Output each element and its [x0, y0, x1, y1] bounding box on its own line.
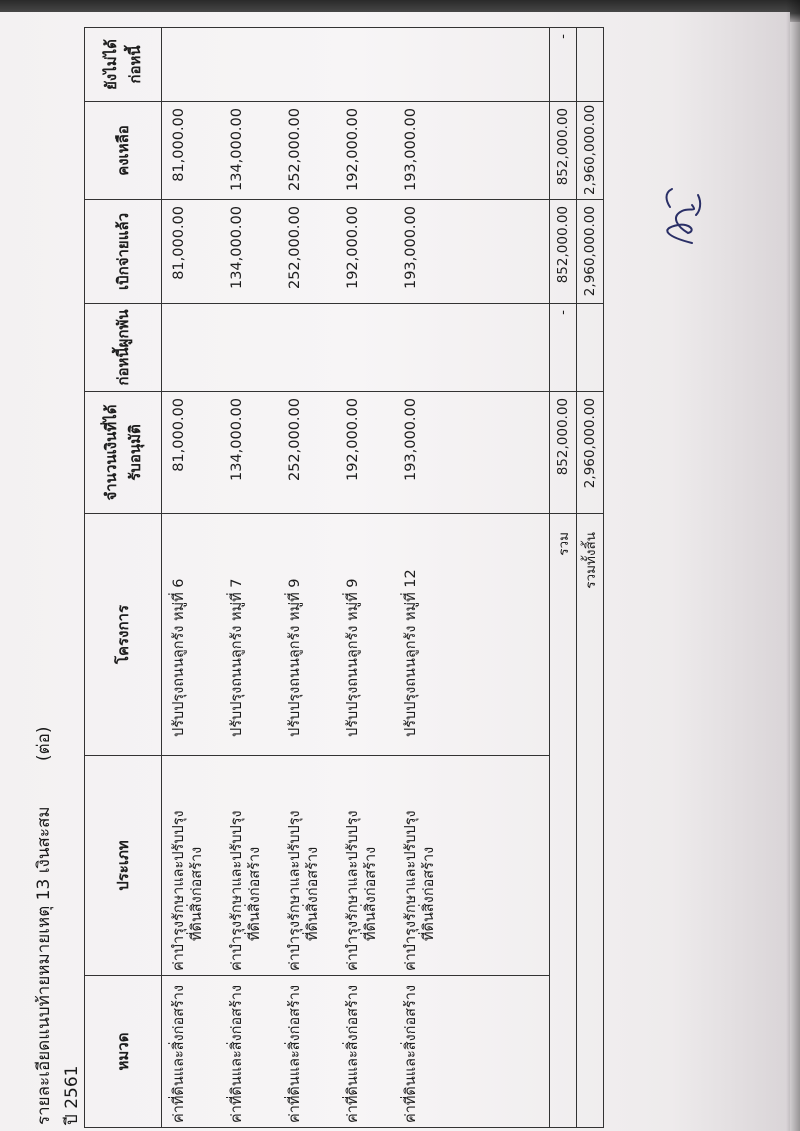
row-1-disbursed: 81,000.00: [171, 206, 187, 280]
row-3-committed: [286, 310, 344, 387]
grand-total-committed: [577, 304, 604, 392]
row-5-project: ปรับปรุงถนนลูกรัง หมู่ที่ 12: [403, 569, 419, 737]
col-header-committed: ก่อหนี้ผูกพัน: [85, 304, 162, 392]
row-4-disbursed: 192,000.00: [345, 206, 361, 290]
row-5-committed: [402, 310, 460, 387]
row-2-committed: [228, 310, 286, 387]
table-header-row: [85, 28, 162, 1128]
subtotal-row: [550, 28, 577, 1128]
row-1-approved: 81,000.00: [171, 398, 187, 472]
col-header-disbursed: เบิกจ่ายแล้ว: [85, 200, 162, 304]
subtotal-remaining: 852,000.00: [550, 102, 577, 200]
subtotal-not-committed: -: [550, 28, 577, 102]
row-2-not-committed: [228, 34, 286, 97]
col-header-type: ประเภท: [85, 756, 162, 976]
row-1-category: ค่าที่ดินและสิ่งก่อสร้าง: [171, 984, 187, 1123]
continued-marker: (ต่อ): [34, 726, 54, 762]
subtotal-committed: -: [550, 304, 577, 392]
remaining-cell: [162, 102, 550, 200]
fiscal-year: ปี 2561: [62, 1065, 82, 1125]
category-cell: [162, 976, 550, 1128]
row-3-disbursed: 252,000.00: [287, 206, 303, 290]
col-header-approved: จำนวนเงินที่ได้รับอนุมัติ: [85, 392, 162, 514]
row-3-project: ปรับปรุงถนนลูกรัง หมู่ที่ 9: [287, 578, 303, 737]
type-cell: [162, 756, 550, 976]
row-1-type: ค่าบำรุงรักษาและปรับปรุง ที่ดินสิ่งก่อสร้าง: [171, 810, 206, 971]
row-4-type: ค่าบำรุงรักษาและปรับปรุง ที่ดินสิ่งก่อสร้าง: [345, 810, 380, 971]
row-5-disbursed: 193,000.00: [403, 206, 419, 290]
col-header-not-committed: ยังไม่ได้ก่อหนี้: [85, 28, 162, 102]
grand-total-label: รวมทั้งสิ้น: [577, 514, 604, 1128]
row-5-remaining: 193,000.00: [403, 108, 419, 192]
row-1-not-committed: [170, 34, 228, 97]
col-header-project: โครงการ: [85, 514, 162, 756]
row-4-remaining: 192,000.00: [345, 108, 361, 192]
project-cell: [162, 514, 550, 756]
col-header-remaining: คงเหลือ: [85, 102, 162, 200]
row-2-category: ค่าที่ดินและสิ่งก่อสร้าง: [229, 984, 245, 1123]
row-3-approved: 252,000.00: [287, 398, 303, 482]
subtotal-label: รวม: [550, 514, 577, 1128]
row-1-remaining: 81,000.00: [171, 108, 187, 182]
row-5-approved: 193,000.00: [403, 398, 419, 482]
row-3-remaining: 252,000.00: [287, 108, 303, 192]
grand-total-disbursed: 2,960,000.00: [577, 200, 604, 304]
handwritten-signature: [648, 181, 708, 251]
committed-cell: [162, 304, 550, 392]
table-body: [162, 28, 550, 1128]
row-5-type: ค่าบำรุงรักษาและปรับปรุง ที่ดินสิ่งก่อสร้าง: [403, 810, 438, 971]
row-1-committed: [170, 310, 228, 387]
col-header-category: หมวด: [85, 976, 162, 1128]
grand-total-remaining: 2,960,000.00: [577, 102, 604, 200]
row-2-approved: 134,000.00: [229, 398, 245, 482]
row-3-category: ค่าที่ดินและสิ่งก่อสร้าง: [287, 984, 303, 1123]
row-1-project: ปรับปรุงถนนลูกรัง หมู่ที่ 6: [171, 578, 187, 737]
disbursed-cell: [162, 200, 550, 304]
approved-cell: [162, 392, 550, 514]
grand-total-row: [577, 28, 604, 1128]
row-2-type: ค่าบำรุงรักษาและปรับปรุง ที่ดินสิ่งก่อสร้าง: [229, 810, 264, 971]
row-2-project: ปรับปรุงถนนลูกรัง หมู่ที่ 7: [229, 578, 245, 737]
grand-total-not-committed: [577, 28, 604, 102]
row-4-committed: [344, 310, 402, 387]
row-2-disbursed: 134,000.00: [229, 206, 245, 290]
row-5-category: ค่าที่ดินและสิ่งก่อสร้าง: [403, 984, 419, 1123]
subtotal-approved: 852,000.00: [550, 392, 577, 514]
accumulated-funds-table: [84, 27, 604, 1128]
not-committed-cell: [162, 28, 550, 102]
row-4-approved: 192,000.00: [345, 398, 361, 482]
row-3-type: ค่าบำรุงรักษาและปรับปรุง ที่ดินสิ่งก่อสร้าง: [287, 810, 322, 971]
subtotal-disbursed: 852,000.00: [550, 200, 577, 304]
row-4-category: ค่าที่ดินและสิ่งก่อสร้าง: [345, 984, 361, 1123]
row-4-not-committed: [344, 34, 402, 97]
document-title: [30, 727, 57, 1125]
row-3-not-committed: [286, 34, 344, 97]
row-5-not-committed: [402, 34, 460, 97]
title-text: รายละเอียดแนบท้ายหมายเหตุ 13 เงินสะสม: [34, 806, 54, 1125]
row-2-remaining: 134,000.00: [229, 108, 245, 192]
row-4-project: ปรับปรุงถนนลูกรัง หมู่ที่ 9: [345, 578, 361, 737]
grand-total-approved: 2,960,000.00: [577, 392, 604, 514]
